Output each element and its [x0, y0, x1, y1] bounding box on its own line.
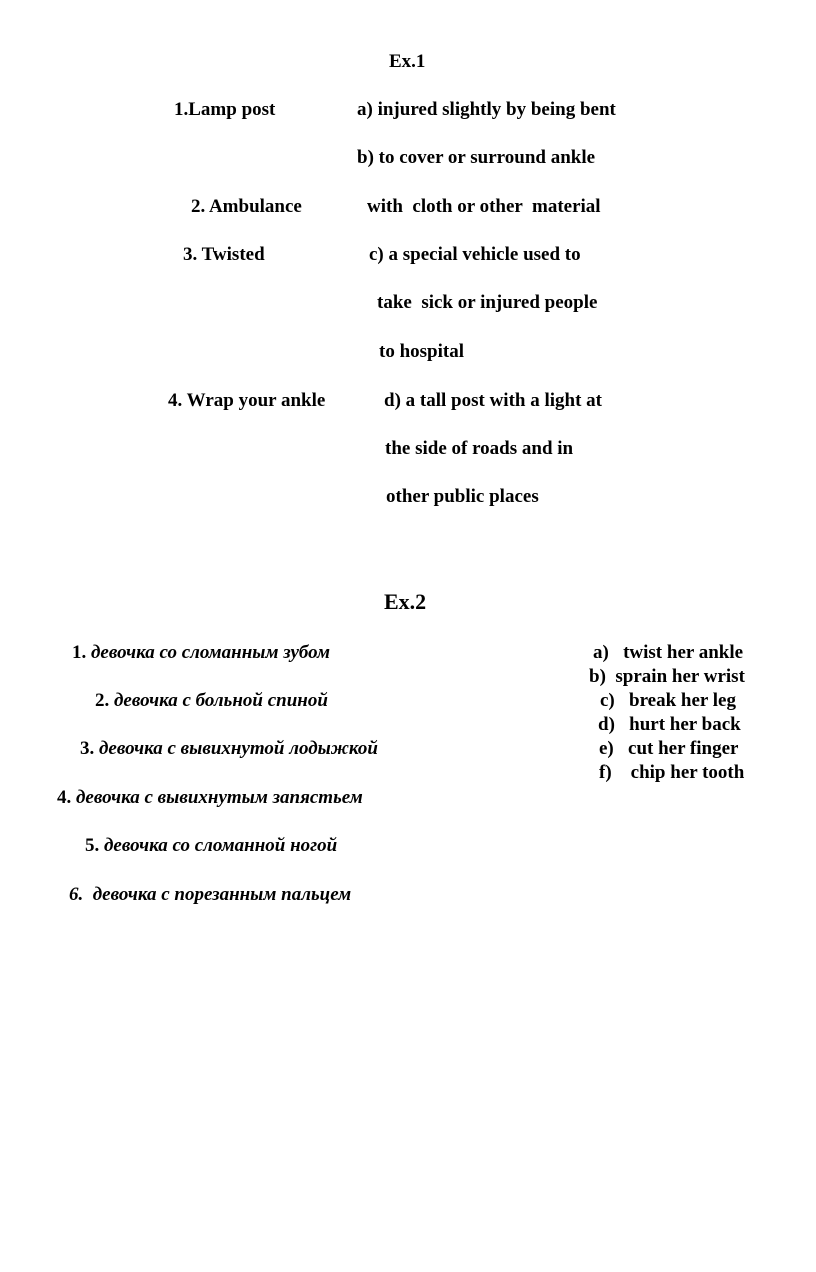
ex1-definition-line: take sick or injured people — [377, 292, 598, 313]
option-letter: e) — [599, 738, 614, 759]
ex1-definition-line: to hospital — [379, 341, 464, 362]
ex1-title: Ex.1 — [389, 51, 426, 72]
ex1-definition-line: d) a tall post with a light at — [384, 390, 602, 411]
ex1-term-4: 4. Wrap your ankle — [168, 390, 326, 411]
item-number: 5. — [85, 835, 100, 856]
item-number: 3. — [80, 738, 95, 759]
option-letter: d) — [598, 714, 615, 735]
ex1-definition-line: with cloth or other material — [367, 196, 601, 217]
ex2-russian-item-1 — [72, 642, 330, 664]
ex2-option-d — [598, 714, 741, 736]
item-text: девочка с порезанным пальцем — [92, 884, 352, 905]
option-letter: c) — [600, 690, 615, 711]
item-text: девочка со сломанной ногой — [104, 835, 338, 856]
item-number: 4. — [57, 787, 72, 808]
ex1-definition-line: b) to cover or surround ankle — [357, 147, 596, 168]
item-text: девочка с больной спиной — [114, 690, 328, 711]
ex2-title: Ex.2 — [384, 589, 427, 614]
option-text: sprain her wrist — [615, 666, 745, 687]
ex1-definition-line: a) injured slightly by being bent — [357, 99, 616, 120]
option-text: cut her finger — [628, 738, 739, 759]
ex1-definition-line: other public places — [386, 486, 539, 507]
option-text: twist her ankle — [623, 642, 744, 663]
item-number: 1. — [72, 642, 87, 663]
ex2-option-f — [599, 762, 744, 784]
item-text: девочка с вывихнутой лодыжкой — [99, 738, 378, 759]
option-letter: f) — [599, 762, 612, 783]
item-number: 6. — [69, 884, 84, 905]
option-text: break her leg — [629, 690, 736, 711]
option-letter: a) — [593, 642, 609, 663]
option-letter: b) — [589, 666, 606, 687]
ex1-definition-line: c) a special vehicle used to — [369, 244, 581, 265]
ex1-term-1: 1.Lamp post — [174, 99, 276, 120]
item-number: 2. — [95, 690, 110, 711]
item-text: девочка с вывихнутым запястьем — [76, 787, 363, 808]
ex2-russian-item-5 — [85, 835, 337, 857]
ex2-option-e — [599, 738, 738, 760]
ex1-definition-line: the side of roads and in — [385, 438, 574, 459]
ex1-term-3: 3. Twisted — [183, 244, 265, 265]
ex2-russian-item-6 — [69, 884, 351, 906]
ex2-russian-item-4 — [57, 787, 363, 809]
item-text: девочка со сломанным зубом — [91, 642, 330, 663]
ex2-option-b — [589, 666, 745, 688]
ex2-option-a — [593, 642, 743, 664]
ex2-russian-item-2 — [95, 690, 328, 712]
ex1-term-2: 2. Ambulance — [191, 196, 302, 217]
ex2-option-c — [600, 690, 736, 712]
ex2-russian-item-3 — [80, 738, 378, 760]
option-text: hurt her back — [629, 714, 741, 735]
option-text: chip her tooth — [630, 762, 745, 783]
